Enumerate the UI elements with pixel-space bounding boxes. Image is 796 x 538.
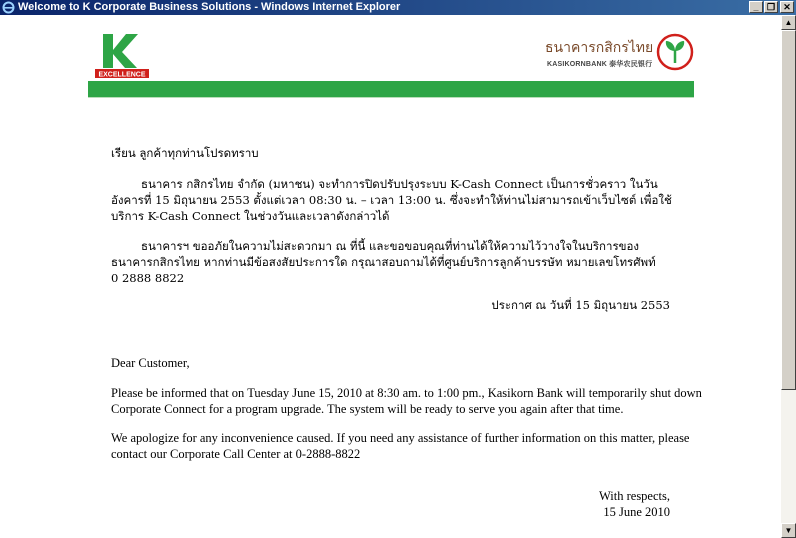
- maximize-button[interactable]: ❐: [764, 1, 778, 13]
- k-logo-text: EXCELLENCE: [98, 71, 146, 78]
- scroll-up-button[interactable]: ▲: [781, 15, 796, 30]
- kasikornbank-logo[interactable]: [545, 37, 695, 77]
- thai-announcement-date: ประกาศ ณ วันที่ 15 มิถุนายน 2553: [491, 298, 670, 312]
- thai-para1-line2: อังคารที่ 15 มิถุนายน 2553 ตั้งแต่เวลา 08:30 น. – เวลา 13:00 น. ซึ่งจะทำให้ท่านไม่สามารถเข้าเว็บไซต์ เพื่อใช้: [111, 193, 672, 207]
- english-para1-line2: Corporate Connect for a program upgrade. The system will be ready to serve you again after that time.: [111, 402, 624, 416]
- english-closing: With respects,: [598, 489, 670, 503]
- minimize-button[interactable]: _: [749, 1, 763, 13]
- page-content: [0, 15, 781, 538]
- window-titlebar[interactable]: [0, 0, 796, 15]
- header-divider: [88, 97, 694, 98]
- thai-para1-line3: บริการ K-Cash Connect ในช่วงวันและเวลาดังกล่าวได้: [111, 209, 390, 223]
- bank-name-english: KASIKORNBANK 泰华农民银行: [547, 61, 653, 68]
- close-button[interactable]: ✕: [780, 1, 794, 13]
- k-excellence-logo[interactable]: [93, 32, 149, 78]
- thai-para2-line3: 0 2888 8822: [111, 271, 185, 285]
- thai-para1-line1: ธนาคาร กสิกรไทย จำกัด (มหาชน) จะทำการปิดปรับปรุงระบบ K-Cash Connect เป็นการชั่วคราว ในวัน: [141, 177, 658, 191]
- scroll-down-button[interactable]: ▼: [781, 523, 796, 538]
- window-title: Welcome to K Corporate Business Solutions - Windows Internet Explorer: [18, 1, 401, 13]
- english-para2-line1: We apologize for any inconvenience caused. If you need any assistance of further information on this matter, please: [111, 431, 690, 445]
- bank-name-thai: ธนาคารกสิกรไทย: [545, 40, 654, 56]
- header-green-bar: [88, 81, 694, 97]
- english-date: 15 June 2010: [603, 505, 670, 519]
- english-para2-line2: contact our Corporate Call Center at 0-2888-8822: [111, 447, 361, 461]
- english-para1-line1: Please be informed that on Tuesday June 15, 2010 at 8:30 am. to 1:00 pm., Kasikorn Bank will temporarily shut down: [111, 386, 702, 400]
- thai-para2-line1: ธนาคารฯ ขออภัยในความไม่สะดวกมา ณ ที่นี้ และขอขอบคุณที่ท่านได้ให้ความไว้วางใจในบริการของ: [141, 239, 640, 253]
- vertical-scrollbar[interactable]: [781, 15, 796, 538]
- kasikornbank-seal-icon: [656, 33, 694, 71]
- english-greeting: Dear Customer,: [111, 356, 190, 370]
- thai-para2-line2: ธนาคารกสิกรไทย หากท่านมีข้อสงสัยประการใด กรุณาสอบถามได้ที่ศูนย์บริการลูกค้าบรรษัท หมายเลขโทรศัพท์: [111, 255, 656, 269]
- internet-explorer-icon: [2, 1, 15, 14]
- scrollbar-thumb[interactable]: [781, 30, 796, 390]
- thai-greeting: เรียน ลูกค้าทุกท่านโปรดทราบ: [111, 146, 259, 160]
